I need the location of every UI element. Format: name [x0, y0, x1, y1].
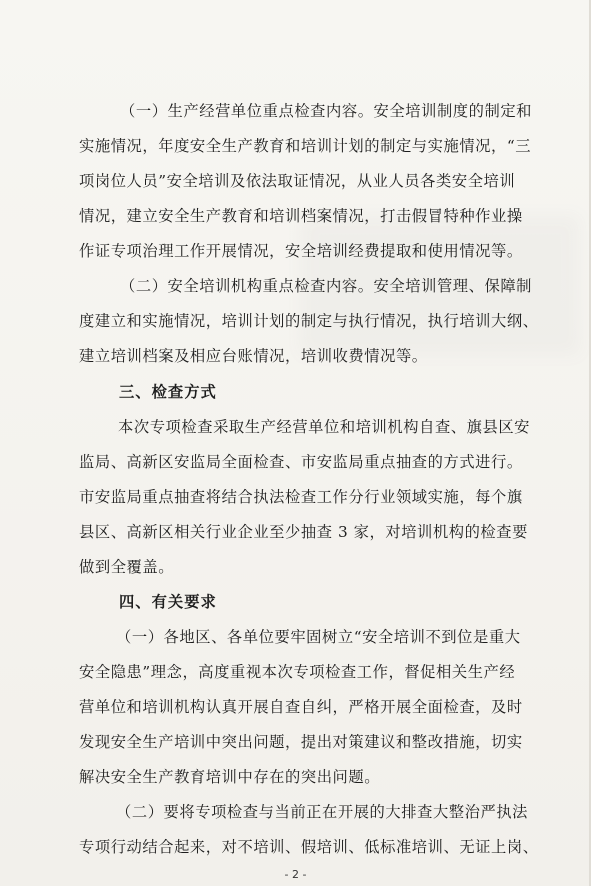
text-line: 做到全覆盖。 [79, 558, 175, 576]
section-heading: 三、检查方式 [119, 383, 217, 401]
text-line: 监局、高新区安监局全面检查、市安监局重点抽查的方式进行。 [79, 453, 523, 471]
text-line: 发现安全生产培训中突出问题，提出对策建议和整改措施，切实 [79, 733, 523, 751]
text-line: 度建立和实施情况，培训计划的制定与执行情况，执行培训大纲、 [79, 312, 539, 330]
text-line: 建立培训档案及相应台账情况，培训收费情况等。 [79, 347, 428, 365]
section-heading: 四、有关要求 [119, 593, 217, 611]
text-line: 安全隐患”理念，高度重视本次专项检查工作，督促相关生产经 [79, 663, 516, 681]
text-line: （二）安全培训机构重点检查内容。安全培训管理、保障制 [120, 277, 533, 295]
text-line: （一）生产经营单位重点检查内容。安全培训制度的制定和 [120, 102, 533, 120]
text-line: 项岗位人员”安全培训及依法取证情况，从业人员各类安全培训 [79, 172, 516, 190]
text-line: 解决安全生产教育培训中存在的突出问题。 [79, 768, 381, 786]
text-line: 专项行动结合起来，对不培训、假培训、低标准培训、无证上岗、 [79, 838, 539, 856]
text-line: 营单位和培训机构认真开展自查自纠，严格开展全面检查，及时 [79, 698, 523, 716]
text-line: 本次专项检查采取生产经营单位和培训机构自查、旗县区安 [118, 418, 531, 436]
page-number: - 2 - [284, 868, 307, 881]
text-line: 县区、高新区相关行业企业至少抽查 3 家，对培训机构的检查要 [79, 523, 528, 541]
text-line: （一）各地区、各单位要牢固树立“安全培训不到位是重大 [116, 628, 521, 646]
text-line: 情况，建立安全生产教育和培训档案情况，打击假冒特种作业操 [79, 207, 523, 225]
text-line: 市安监局重点抽查将结合执法检查工作分行业领域实施，每个旗 [79, 488, 523, 506]
text-line: 作证专项治理工作开展情况，安全培训经费提取和使用情况等。 [79, 242, 523, 260]
text-line: （二）要将专项检查与当前正在开展的大排查大整治严执法 [116, 803, 529, 821]
text-line: 实施情况，年度安全生产教育和培训计划的制定与实施情况，“三 [79, 137, 532, 155]
